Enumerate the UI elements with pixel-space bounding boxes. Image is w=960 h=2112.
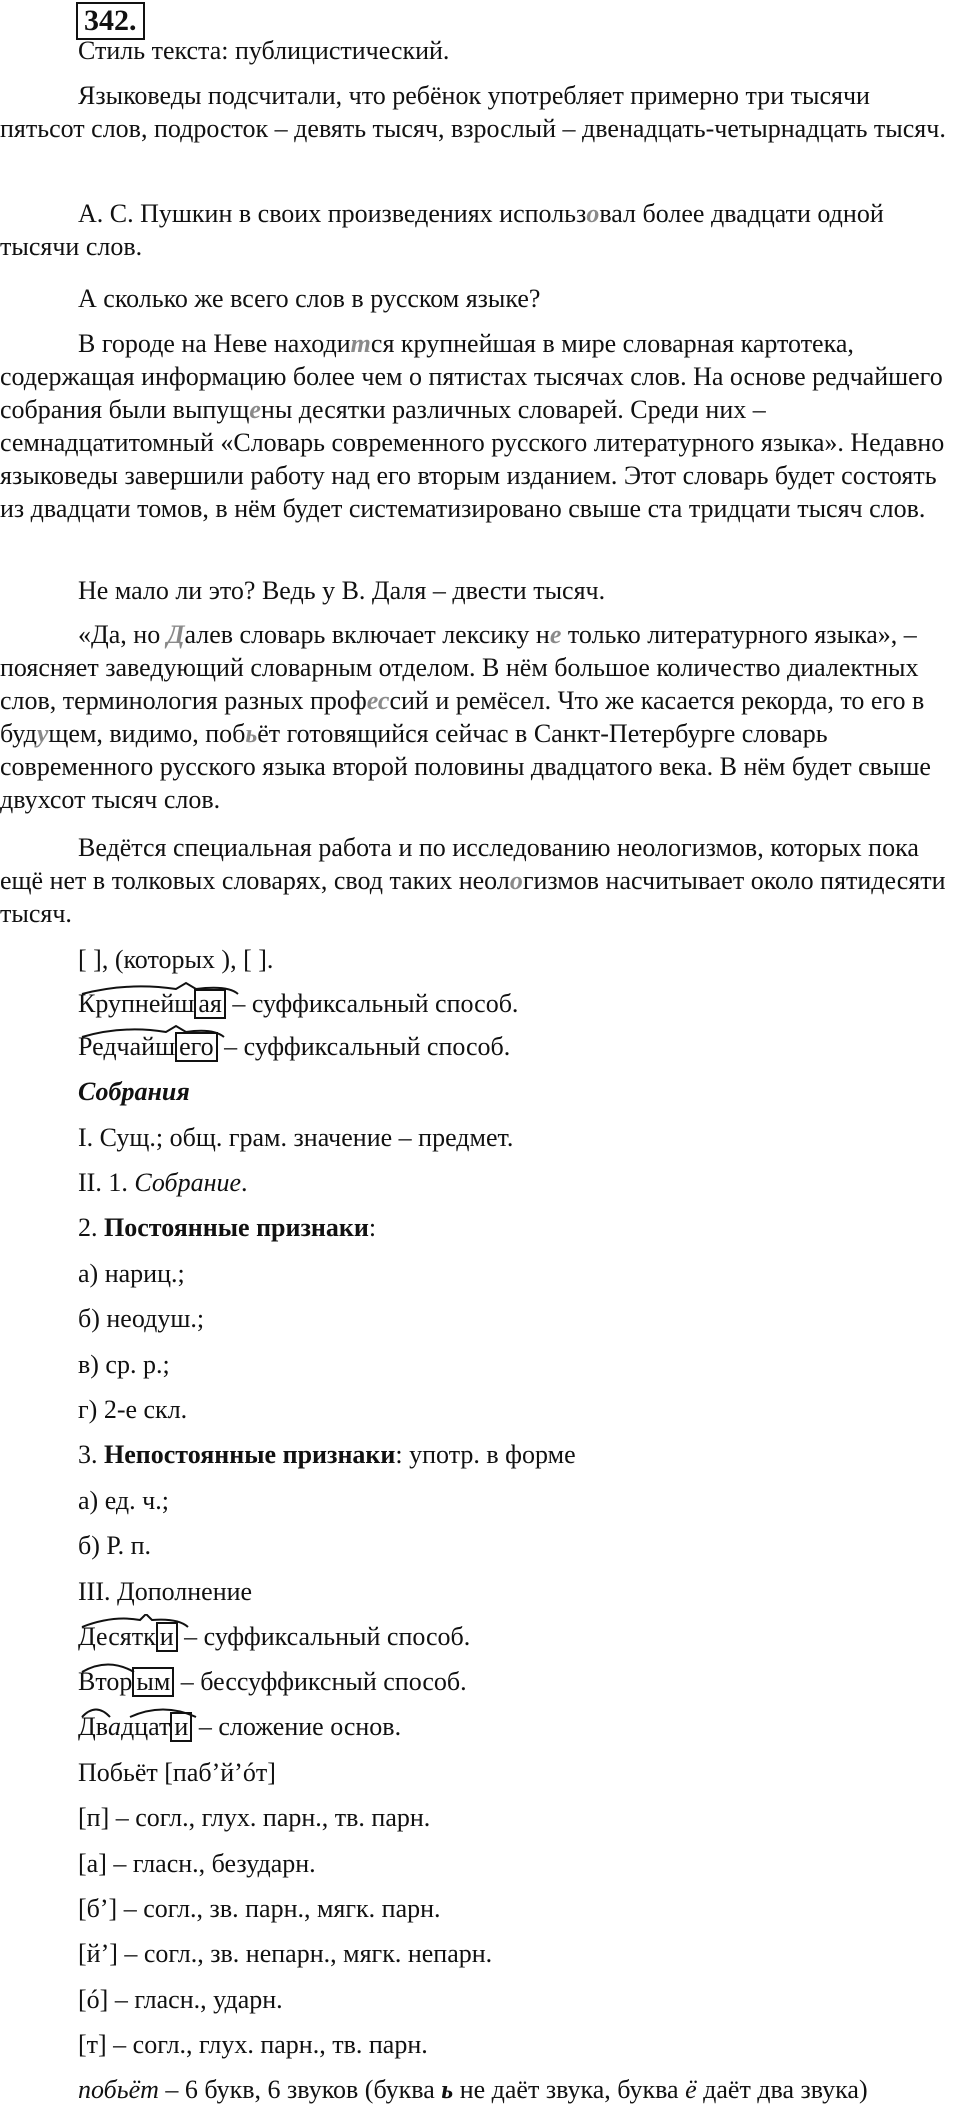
highlight-letter: ес: [366, 686, 390, 715]
highlight-letter: т: [350, 329, 371, 358]
paragraph-5: Не мало ли это? Ведь у В. Даля – двести тысяч.: [78, 576, 606, 605]
analysis-line-4: 3. Непостоянные признаки: употр. в форме: [78, 1440, 576, 1469]
exercise-number: 342.: [76, 2, 145, 40]
ending-box: ая: [194, 989, 226, 1019]
sentence-scheme: [ ], (которых ), [ ].: [78, 945, 274, 974]
highlight-letter: ь: [245, 719, 258, 748]
morph-analysis-2: Втор ым – бессуффиксный способ.: [78, 1665, 467, 1698]
paragraph-6: «Да, но Далев словарь включает лексику не только литературного языка», – поясняет заведующий словарным отделом. В нём большое количество диалектных слов, терминология разных профессий и ремёсел. Что же касается рекорда, то его в будущем, видимо, побьёт готовящийся сейчас в Санкт-Петербурге словарь современного русского языка второй половины двадцатого века. В нём будет свыше двухсот тысяч слов.: [0, 620, 931, 814]
highlight-letter: е: [549, 620, 562, 649]
highlight-letter: о: [586, 199, 600, 228]
analysis-line-5: III. Дополнение: [78, 1577, 253, 1606]
paragraph-4: В городе на Неве находится крупнейшая в мире словарная картотека, содержащая информацию более чем о пятистах тысячах слов. На основе редчайшего собрания были выпущены десятки различных словарей. Среди них – семнадцатитомный «Словарь современного русского литературного языка». Недавно языковеды завершили работу над его вторым изданием. Этот словарь будет состоять из двадцати томов, в нём будет систематизировано свыше ста тридцати тысяч слов.: [0, 329, 945, 523]
phonetic-sound: [п] – согл., глух. парн., тв. парн.: [78, 1803, 431, 1832]
highlight-letter: Д: [166, 620, 185, 649]
analysis-item: а) нариц.;: [78, 1259, 185, 1288]
paragraph-2: А. С. Пушкин в своих произведениях использовал более двадцати одной тысячи слов.: [0, 199, 884, 261]
phonetic-head: Побьёт [паб’й’óт]: [78, 1758, 276, 1787]
paragraph-1: Языковеды подсчитали, что ребёнок употребляет примерно три тысячи пятьсот слов, подросток – девять тысяч, взрослый – двенадцать-четырнадцать тысяч.: [0, 81, 946, 143]
analysis-line-3: 2. Постоянные признаки:: [78, 1213, 377, 1242]
ending-box: и: [156, 1622, 178, 1652]
word-analysis-2: Редчайш его – суффиксальный способ.: [78, 1030, 510, 1063]
morph-analysis-3: Двадцат и – сложение основ.: [78, 1710, 401, 1743]
ending-box: ым: [132, 1667, 174, 1697]
phonetic-summary: побьёт – 6 букв, 6 звуков (буква ь не даёт звука, буква ё даёт два звука): [78, 2075, 868, 2104]
paragraph-3: А сколько же всего слов в русском языке?: [78, 284, 541, 313]
analysis-line-1: I. Сущ.; общ. грам. значение – предмет.: [78, 1123, 514, 1152]
phonetic-sound: [й’] – согл., зв. непарн., мягк. непарн.: [78, 1939, 493, 1968]
analysis-line-2: II. 1. Собрание.: [78, 1168, 248, 1197]
analysis-item: а) ед. ч.;: [78, 1486, 169, 1515]
phonetic-sound: [т] – согл., глух. парн., тв. парн.: [78, 2030, 428, 2059]
analysis-item: б) Р. п.: [78, 1531, 152, 1560]
morph-analysis-1: Десятк и – суффиксальный способ.: [78, 1620, 470, 1653]
paragraph-7: Ведётся специальная работа и по исследованию неологизмов, которых пока ещё нет в толковых словарях, свод таких неологизмов насчитывает около пятидесяти тысяч.: [0, 833, 946, 928]
ending-box: и: [170, 1712, 192, 1742]
analysis-title: Собрания: [78, 1077, 190, 1106]
phonetic-sound: [б’] – согл., зв. парн., мягк. парн.: [78, 1894, 441, 1923]
highlight-letter: у: [36, 719, 49, 748]
phonetic-sound: [ó] – гласн., ударн.: [78, 1985, 283, 2014]
analysis-item: б) неодуш.;: [78, 1304, 205, 1333]
highlight-letter: е: [249, 395, 261, 424]
analysis-item: г) 2-е скл.: [78, 1395, 188, 1424]
word-analysis-1: Крупнейш ая – суффиксальный способ.: [78, 987, 518, 1020]
highlight-letter: о: [509, 866, 523, 895]
style-line: Стиль текста: публицистический.: [78, 36, 450, 65]
phonetic-sound: [а] – гласн., безударн.: [78, 1849, 316, 1878]
ending-box: его: [175, 1032, 218, 1062]
analysis-item: в) ср. р.;: [78, 1350, 170, 1379]
